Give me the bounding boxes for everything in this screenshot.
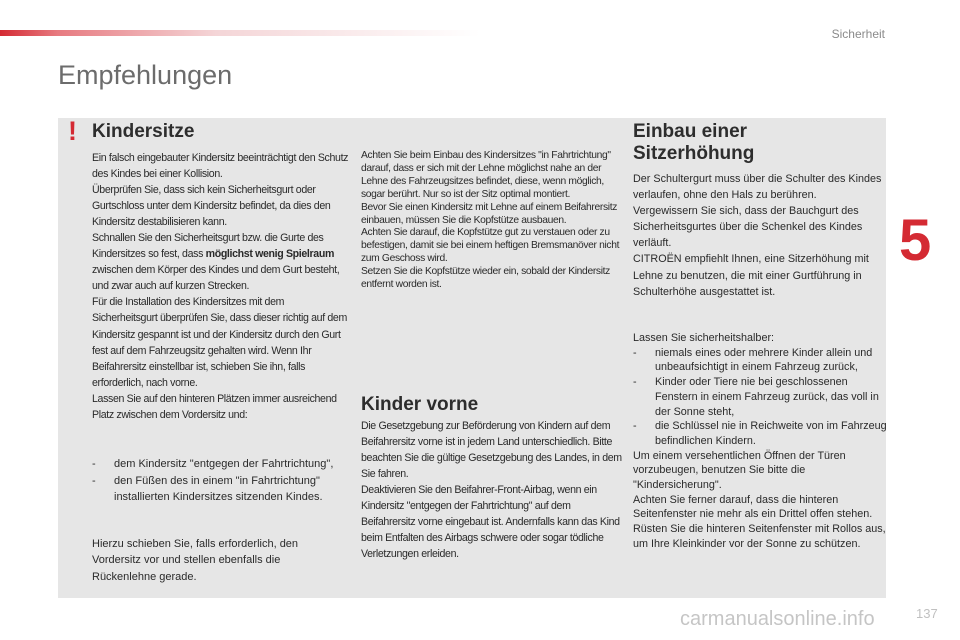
column2-body <box>361 150 623 292</box>
header-accent-bar <box>0 30 480 36</box>
paragraph: Achten Sie ferner darauf, dass die hinteren Seitenfenster nie mehr als ein Drittel offen stehen. <box>633 493 873 521</box>
page-number: 137 <box>916 606 938 621</box>
paragraph: CITROËN empfiehlt Ihnen, eine Sitzerhöhung mit Lehne zu benutzen, die mit einer Gurtführung in Schulterhöhe ausgestattet ist. <box>633 253 869 298</box>
list-item <box>92 456 342 473</box>
paragraph: Lassen Sie auf den hinteren Plätzen immer ausreichend Platz zwischen dem Vordersitz und: <box>92 392 337 421</box>
list-dash: - <box>633 376 637 389</box>
sicherheitshalber-body <box>633 331 888 552</box>
text-span: zwischen dem Körper des Kindes und dem Gurt besteht, und zwar auch auf kurzen Strecken. <box>92 264 340 293</box>
paragraph: Ein falsch eingebauter Kindersitz beeinträchtigt den Schutz des Kindes bei einer Kollision. <box>92 152 349 181</box>
list-dash: - <box>92 474 96 487</box>
chapter-number: 5 <box>899 208 932 273</box>
paragraph: Vergewissern Sie sich, dass der Bauchgurt des Sicherheitsgurtes über die Schenkel des Kindes verläuft. <box>633 205 863 250</box>
paragraph: Lassen Sie sicherheitshalber: <box>633 332 775 344</box>
kindersitze-body <box>92 150 352 423</box>
kinder-vorne-body <box>361 418 623 562</box>
list-item <box>633 375 888 419</box>
list-dash: - <box>92 458 96 470</box>
heading-kinder-vorne: Kinder vorne <box>361 394 479 415</box>
paragraph: Achten Sie darauf, die Kopfstütze gut zu verstauen oder zu befestigen, damit sie bei einem heftigen Bremsmanöver nicht zum Geschoss wird. <box>361 227 620 265</box>
list-item <box>633 419 888 448</box>
watermark-text: carmanualsonline.info <box>680 608 875 630</box>
paragraph <box>92 230 352 294</box>
list-item-text: Kinder oder Tiere nie bei geschlossenen Fenstern in einem Fahrzeug zurück, das voll in der Sonne steht, <box>655 376 879 418</box>
paragraph: Für die Installation des Kindersitzes mit dem Sicherheitsgurt überprüfen Sie, dass dieser richtig auf dem Kindersitz gespannt ist und der Kindersitz durch den Gurt fest auf dem Fahrzeugsitz gehalten wird. Wenn Ihr Beifahrersitz einstellbar ist, schieben Sie ihn, falls erforderlich, nach vorne. <box>92 296 347 389</box>
paragraph: Überprüfen Sie, dass sich kein Sicherheitsgurt oder Gurtschloss unter dem Kindersitz befindet, da dies den Kindersitz destabilisieren kann. <box>92 184 331 229</box>
paragraph: Um einem versehentlichen Öffnen der Türen vorzubeugen, benutzen Sie bitte die "Kindersicherung". <box>633 449 846 492</box>
list-dash: - <box>633 346 637 359</box>
list-item-text: dem Kindersitz "entgegen der Fahrtrichtung", <box>114 458 334 470</box>
paragraph: Achten Sie beim Einbau des Kindersitzes "in Fahrtrichtung" darauf, dass er sich mit der Lehne möglichst nahe an der Lehne des Fahrzeugsitzes befindet, diese, wenn möglich, sogar berührt. Nur so ist der Sitz optimal montiert. <box>361 150 611 200</box>
paragraph: Die Gesetzgebung zur Beförderung von Kindern auf dem Beifahrersitz vorne ist in jedem Land unterschiedlich. Bitte beachten Sie die gültige Gesetzgebung des Landes, in dem Sie fahren. <box>361 420 622 480</box>
paragraph: Hierzu schieben Sie, falls erforderlich, den Vordersitz vor und stellen ebenfalls die Rückenlehne gerade. <box>92 538 299 583</box>
page-title: Empfehlungen <box>58 60 233 90</box>
paragraph: Bevor Sie einen Kindersitz mit Lehne auf einem Beifahrersitz einbauen, müssen Sie die Kopfstütze ausbauen. <box>361 201 618 226</box>
list-item <box>633 346 888 375</box>
heading-kindersitze: Kindersitze <box>92 121 195 142</box>
einbau-body <box>633 171 888 300</box>
list-dash: - <box>633 420 637 433</box>
paragraph: Rüsten Sie die hinteren Seitenfenster mit Rollos aus, um Ihre Kleinkinder vor der Sonne zu schützen. <box>633 523 886 550</box>
list-item-text: den Füßen des in einem "in Fahrtrichtung" installierten Kindersitzes sitzenden Kindes. <box>114 474 323 503</box>
list-item-text: die Schlüssel nie in Reichweite von im Fahrzeug befindlichen Kindern. <box>655 420 887 447</box>
bold-text: möglichst wenig Spielraum <box>205 248 335 261</box>
paragraph: Deaktivieren Sie den Beifahrer-Front-Airbag, wenn ein Kindersitz "entgegen der Fahrtrichtung" auf dem Beifahrersitz vorne eingebaut ist. Andernfalls kann das Kind beim Entfalten des Airbags schwere oder sogar tödliche Verletzungen erleiden. <box>361 484 620 560</box>
text-span: Schnallen Sie den Sicherheitsgurt bzw. die Gurte des Kindersitzes so fest, dass <box>92 232 324 261</box>
section-label: Sicherheit <box>831 27 885 41</box>
warning-icon: ! <box>68 116 77 146</box>
list-item <box>92 473 342 506</box>
heading-einbau-sitzerhoehung: Einbau einer Sitzerhöhung <box>633 121 755 164</box>
paragraph: Der Schultergurt muss über die Schulter des Kindes verlaufen, ohne den Hals zu berühren. <box>633 173 882 202</box>
kindersitze-list <box>92 456 342 506</box>
list-item-text: niemals eines oder mehrere Kinder allein und unbeaufsichtigt in einem Fahrzeug zurück, <box>655 346 873 374</box>
paragraph: Setzen Sie die Kopfstütze wieder ein, sobald der Kindersitz entfernt worden ist. <box>361 266 610 291</box>
